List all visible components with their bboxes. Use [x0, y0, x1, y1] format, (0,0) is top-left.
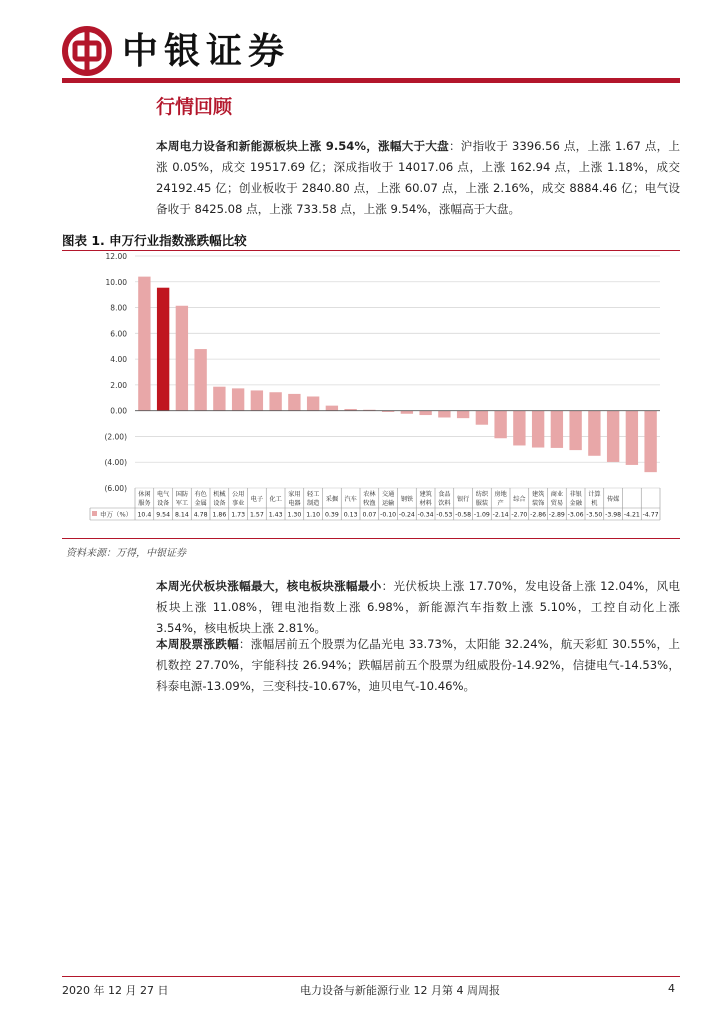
stock-movers-paragraph	[156, 634, 680, 697]
data-label: -0.34	[417, 511, 434, 519]
data-label: 10.4	[137, 511, 152, 519]
category-label: 机	[591, 500, 598, 507]
footer-divider	[62, 976, 680, 977]
category-label: 制造	[306, 500, 320, 507]
data-label: 1.10	[306, 511, 321, 519]
category-label: 轻工	[306, 491, 320, 498]
data-label: -0.53	[436, 511, 453, 519]
data-label: 9.54	[156, 511, 171, 519]
data-label: 1.57	[249, 511, 264, 519]
category-label: 纺织	[475, 491, 489, 498]
category-label: 军工	[175, 500, 189, 507]
category-label: 国防	[175, 491, 189, 498]
header-divider	[62, 78, 680, 83]
y-tick-label: 2.00	[110, 380, 127, 390]
bar	[176, 306, 188, 411]
bar	[269, 392, 281, 410]
paragraph-lead: 本周光伏板块涨幅最大，核电板块涨幅最小	[156, 579, 382, 593]
bar	[457, 411, 469, 418]
figure-bottom-rule	[62, 538, 680, 539]
data-label: -0.58	[455, 511, 472, 519]
bar	[569, 411, 581, 450]
category-label: 设备	[213, 500, 226, 507]
category-label: 饮料	[438, 500, 451, 507]
data-label: -2.89	[548, 511, 565, 519]
category-label: 事业	[231, 500, 245, 507]
bar	[513, 411, 525, 446]
market-review-paragraph	[156, 136, 680, 220]
category-label: 汽车	[344, 496, 357, 503]
category-label: 有色	[194, 491, 207, 498]
bar	[644, 411, 656, 472]
bank-of-china-logo	[62, 26, 112, 76]
bar	[232, 388, 244, 410]
y-tick-label: 10.00	[105, 277, 127, 287]
figure-source: 资料来源：万得，中银证券	[66, 548, 186, 559]
category-label: 运输	[381, 500, 395, 507]
paragraph-body: ：涨幅居前五个股票为亿晶光电 33.73%，太阳能 32.24%，航天彩虹 30.55%，上机数控 27.70%，宇能科技 26.94%；跌幅居前五个股票为纽威股份-14.92%，信捷电气-14.53%，科泰电源-13.09%，三变科技-10.67%，迪贝电气-10.46%。	[156, 637, 680, 693]
category-label: 传媒	[606, 496, 620, 503]
bar	[551, 411, 563, 448]
data-label: 0.39	[324, 511, 339, 519]
bar	[288, 394, 300, 411]
legend-label: 申万（%）	[100, 510, 133, 519]
category-label: 休闲	[138, 491, 151, 498]
bar	[157, 288, 169, 411]
section-title: 行情回顾	[156, 96, 233, 118]
figure-title: 图表 1. 申万行业指数涨跌幅比较	[62, 233, 247, 248]
category-label: 设备	[156, 500, 170, 507]
category-label: 计算	[588, 491, 601, 498]
category-label: 化工	[269, 496, 282, 503]
bar	[438, 411, 450, 418]
y-tick-label: 12.00	[105, 252, 127, 261]
category-label: 机械	[213, 491, 226, 498]
industry-index-bar-chart	[62, 250, 680, 522]
paragraph-body: ：沪指收于 3396.56 点，上涨 1.67 点，上涨 0.05%，成交 19517.69 亿；深成指收于 14017.06 点，上涨 162.94 点，上涨 1.18%，成交 24192.45 亿；创业板收于 2840.80 点，上涨 60.07 点，上涨 2.16%，成交 8884.46 亿；电气设备收于 8425.08 点，上涨 733.58 点，上涨 9.54%，涨幅高于大盘。	[156, 139, 681, 216]
paragraph-lead: 本周股票涨跌幅	[156, 637, 239, 651]
bar	[419, 411, 431, 415]
data-label: -4.77	[642, 511, 659, 519]
category-label: 电子	[250, 496, 264, 503]
y-tick-label: (2.00)	[104, 432, 127, 442]
data-label: -2.70	[511, 511, 528, 519]
footer-date: 2020 年 12 月 27 日	[62, 984, 169, 997]
category-label: 材料	[419, 500, 432, 507]
category-label: 建筑	[419, 491, 432, 498]
bar	[476, 411, 488, 425]
data-label: 4.78	[193, 511, 208, 519]
y-tick-label: 8.00	[110, 303, 127, 313]
data-label: 0.07	[362, 511, 377, 519]
y-tick-label: 6.00	[110, 329, 127, 339]
data-label: -2.86	[530, 511, 547, 519]
data-label: 1.43	[268, 511, 283, 519]
data-label: -2.14	[492, 511, 509, 519]
category-label: 食品	[438, 491, 451, 498]
data-label: -1.09	[473, 511, 490, 519]
category-label: 商业	[550, 491, 564, 498]
bar	[401, 411, 413, 414]
sector-performance-paragraph	[156, 576, 680, 639]
footer-report-title: 电力设备与新能源行业 12 月第 4 周周报	[300, 984, 500, 997]
category-label: 贸易	[550, 500, 564, 507]
category-label: 综合	[513, 496, 526, 503]
bar	[532, 411, 544, 448]
bar	[588, 411, 600, 456]
category-label: 金融	[569, 500, 582, 507]
category-label: 服务	[138, 500, 151, 507]
category-label: 钢铁	[400, 496, 414, 503]
data-label: 1.86	[212, 511, 227, 519]
bar	[626, 411, 638, 465]
data-label: -3.06	[567, 511, 584, 519]
category-label: 房地	[494, 491, 507, 498]
category-label: 采掘	[325, 496, 339, 503]
category-label: 农林	[363, 491, 376, 498]
bar	[607, 411, 619, 462]
legend-swatch	[92, 511, 97, 516]
bar	[494, 411, 506, 439]
category-label: 电器	[288, 500, 301, 507]
data-label: -3.98	[605, 511, 622, 519]
y-tick-label: (6.00)	[104, 484, 127, 493]
bar	[213, 387, 225, 411]
data-label: -4.21	[623, 511, 640, 519]
bar	[194, 349, 206, 411]
category-label: 装饰	[531, 500, 545, 507]
data-label: 1.73	[231, 511, 246, 519]
category-label: 牧渔	[363, 500, 376, 507]
data-label: -0.10	[380, 511, 397, 519]
bar	[138, 277, 150, 411]
category-label: 交通	[381, 491, 395, 498]
category-label: 服装	[475, 500, 489, 507]
page-number: 4	[668, 982, 675, 995]
category-label: 公用	[231, 491, 245, 498]
paragraph-lead: 本周电力设备和新能源板块上涨 9.54%，涨幅大于大盘	[156, 139, 449, 153]
bar	[326, 406, 338, 411]
category-label: 银行	[456, 496, 470, 503]
category-label: 产	[497, 500, 504, 507]
y-tick-label: (4.00)	[104, 458, 127, 468]
data-label: -0.24	[398, 511, 415, 519]
category-label: 家用	[288, 491, 301, 498]
category-label: 建筑	[531, 491, 545, 498]
data-label: 1.30	[287, 511, 302, 519]
data-label: 8.14	[174, 511, 189, 519]
bar	[307, 396, 319, 410]
y-tick-label: 4.00	[110, 355, 127, 365]
y-tick-label: 0.00	[110, 406, 127, 416]
data-label: 0.13	[343, 511, 358, 519]
bar	[251, 390, 263, 410]
brand-name: 中银证券	[122, 30, 291, 72]
category-label: 非银	[569, 491, 582, 498]
data-label: -3.50	[586, 511, 603, 519]
paragraph-body: ：光伏板块上涨 17.70%，发电设备上涨 12.04%，风电板块上涨 11.08%，锂电池指数上涨 6.98%，新能源汽车指数上涨 5.10%，工控自动化上涨 3.54%，核电板块上涨 2.81%。	[156, 579, 680, 635]
category-label: 金属	[194, 500, 207, 507]
category-label: 电气	[156, 491, 170, 498]
